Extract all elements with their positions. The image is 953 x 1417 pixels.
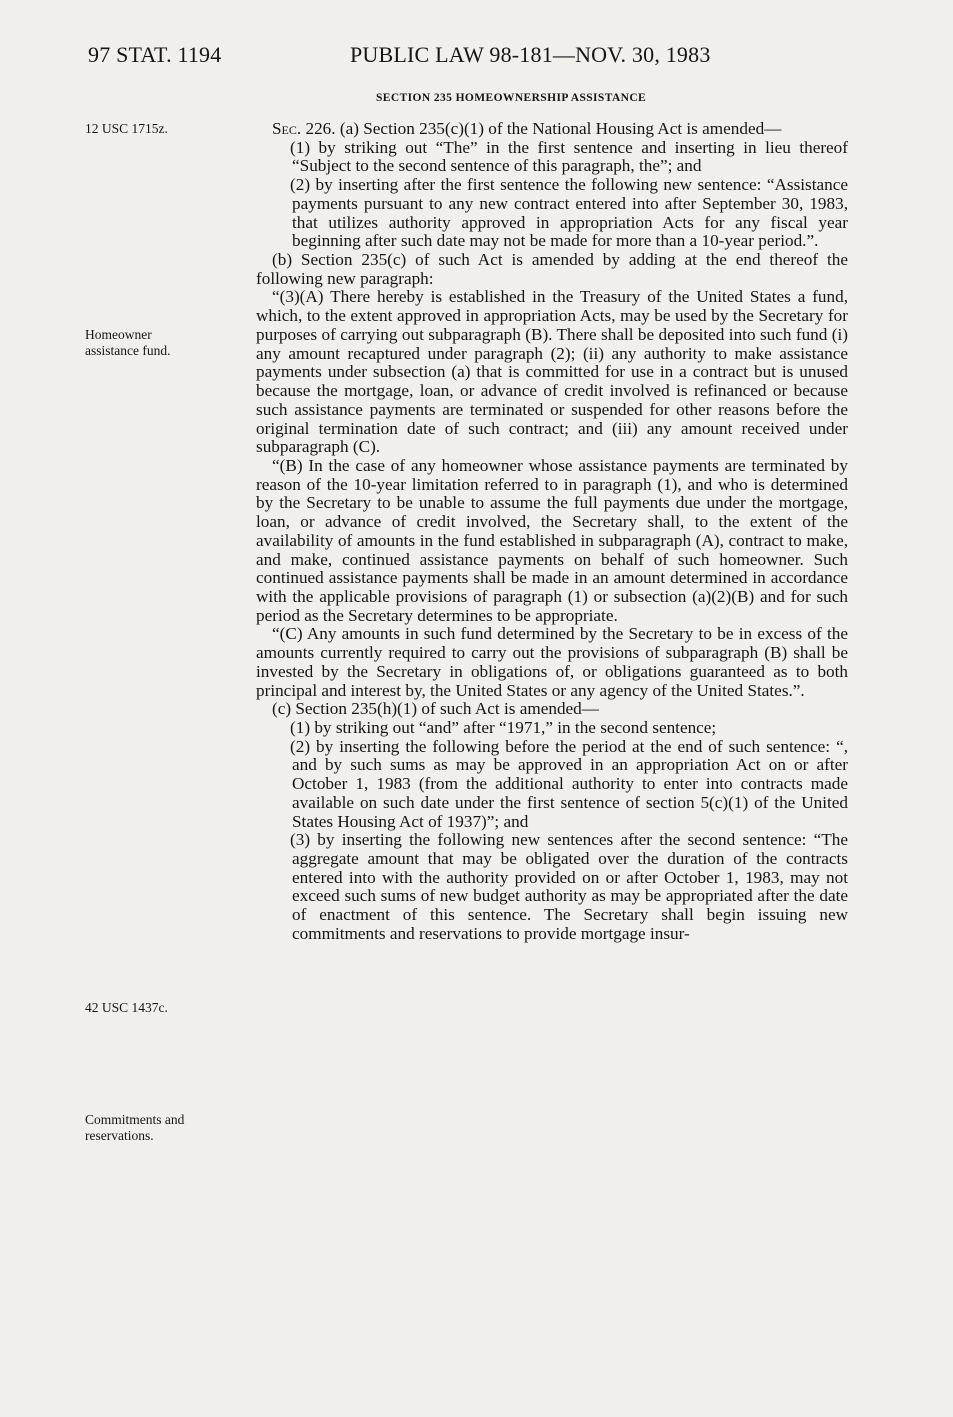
paragraph-c3: (3) by inserting the following new sentences after the second sentence: “The aggregate amount that may be obligated over the duration of the contracts entered into with the authority provided on or after October 1, 1983, may not exceed such sums of new budget authority as may be appropriated after the date of enactment of this sentence. The Secretary shall begin issuing new commitments and reservations to provide mortgage insur- [290,830,848,943]
paragraph-bB: “(B) In the case of any homeowner whose assistance payments are terminated by reason of the 10-year limitation referred to in paragraph (1), and who is determined by the Secretary to be unable to assume the full payments due under the mortgage, loan, or advance of credit involved, the Secretary shall, to the extent of the availability of amounts in the fund established in subparagraph (A), contract to make, and make, continued assistance payments on behalf of such homeowner. Such continued assistance payments shall be made in an amount determined in accordance with the applicable provisions of paragraph (1) or subsection (a)(2)(B) and for such period as the Secretary determines to be appropriate. [256,455,848,625]
paragraph-b: (b) Section 235(c) of such Act is amended by adding at the end thereof the following new paragraph: [256,250,848,288]
margin-note-42-usc: 42 USC 1437c. [85,1000,168,1015]
paragraph-c2: (2) by inserting the following before the period at the end of such sentence: “, and by such sums as may be approved in an appropriation Act on or after October 1, 1983 (from the additional authority to enter into contracts made available on such date under the first sentence of section 5(c)(1) of the United States Housing Act of 1937)”; and [290,736,848,831]
margin-note-commitments: Commitments and reservations. [85,1112,185,1143]
section-label: Sec. 226. [272,119,336,138]
margin-note-12-usc: 12 USC 1715z. [85,121,168,136]
running-header: PUBLIC LAW 98-181—NOV. 30, 1983 [350,42,711,67]
section-heading: SECTION 235 HOMEOWNERSHIP ASSISTANCE [376,92,647,104]
paragraph-c1: (1) by striking out “and” after “1971,” in the second sentence; [290,718,717,737]
paragraph-a2: (2) by inserting after the first sentence the following new sentence: “Assistance payments pursuant to any new contract entered into after September 30, 1983, that utilizes authority approved in appropriation Acts for any fiscal year beginning after such date may not be made for more than a 10-year period.”. [290,175,848,251]
paragraph-c: (c) Section 235(h)(1) of such Act is amended— [272,699,599,719]
paragraph-a1: (1) by striking out “The” in the first sentence and inserting in lieu thereof “Subject to the second sentence of this paragraph, the”; and [290,137,848,176]
paragraph-bC: “(C) Any amounts in such fund determined by the Secretary to be in excess of the amounts currently required to carry out the provisions of subparagraph (B) shall be invested by the Secretary in obligations of, or obligations guaranteed as to both principal and interest by, the United States or any agency of the United States.”. [256,624,848,700]
margin-note-homeowner-fund: Homeowner assistance fund. [85,327,171,358]
paragraph-b3A: “(3)(A) There hereby is established in the Treasury of the United States a fund, which, to the extent approved in appropriation Acts, may be used by the Secretary for purposes of carrying out subparagraph (B). There shall be deposited into such fund (i) any amount recaptured under paragraph (2); (ii) any authority to make assistance payments under subsection (a) that is committed for use in a contract but is unused because the mortgage, loan, or advance of credit involved is refinanced or because such assistance payments are terminated or suspended for other reasons before the original termination date of such contract; and (iii) any amount received under subparagraph (C). [256,287,848,457]
statute-page-number: 97 STAT. 1194 [88,42,222,67]
section-226-text: (a) Section 235(c)(1) of the National Housing Act is amended— [339,119,782,138]
section-226-intro [256,120,848,139]
statute-body [256,120,848,944]
